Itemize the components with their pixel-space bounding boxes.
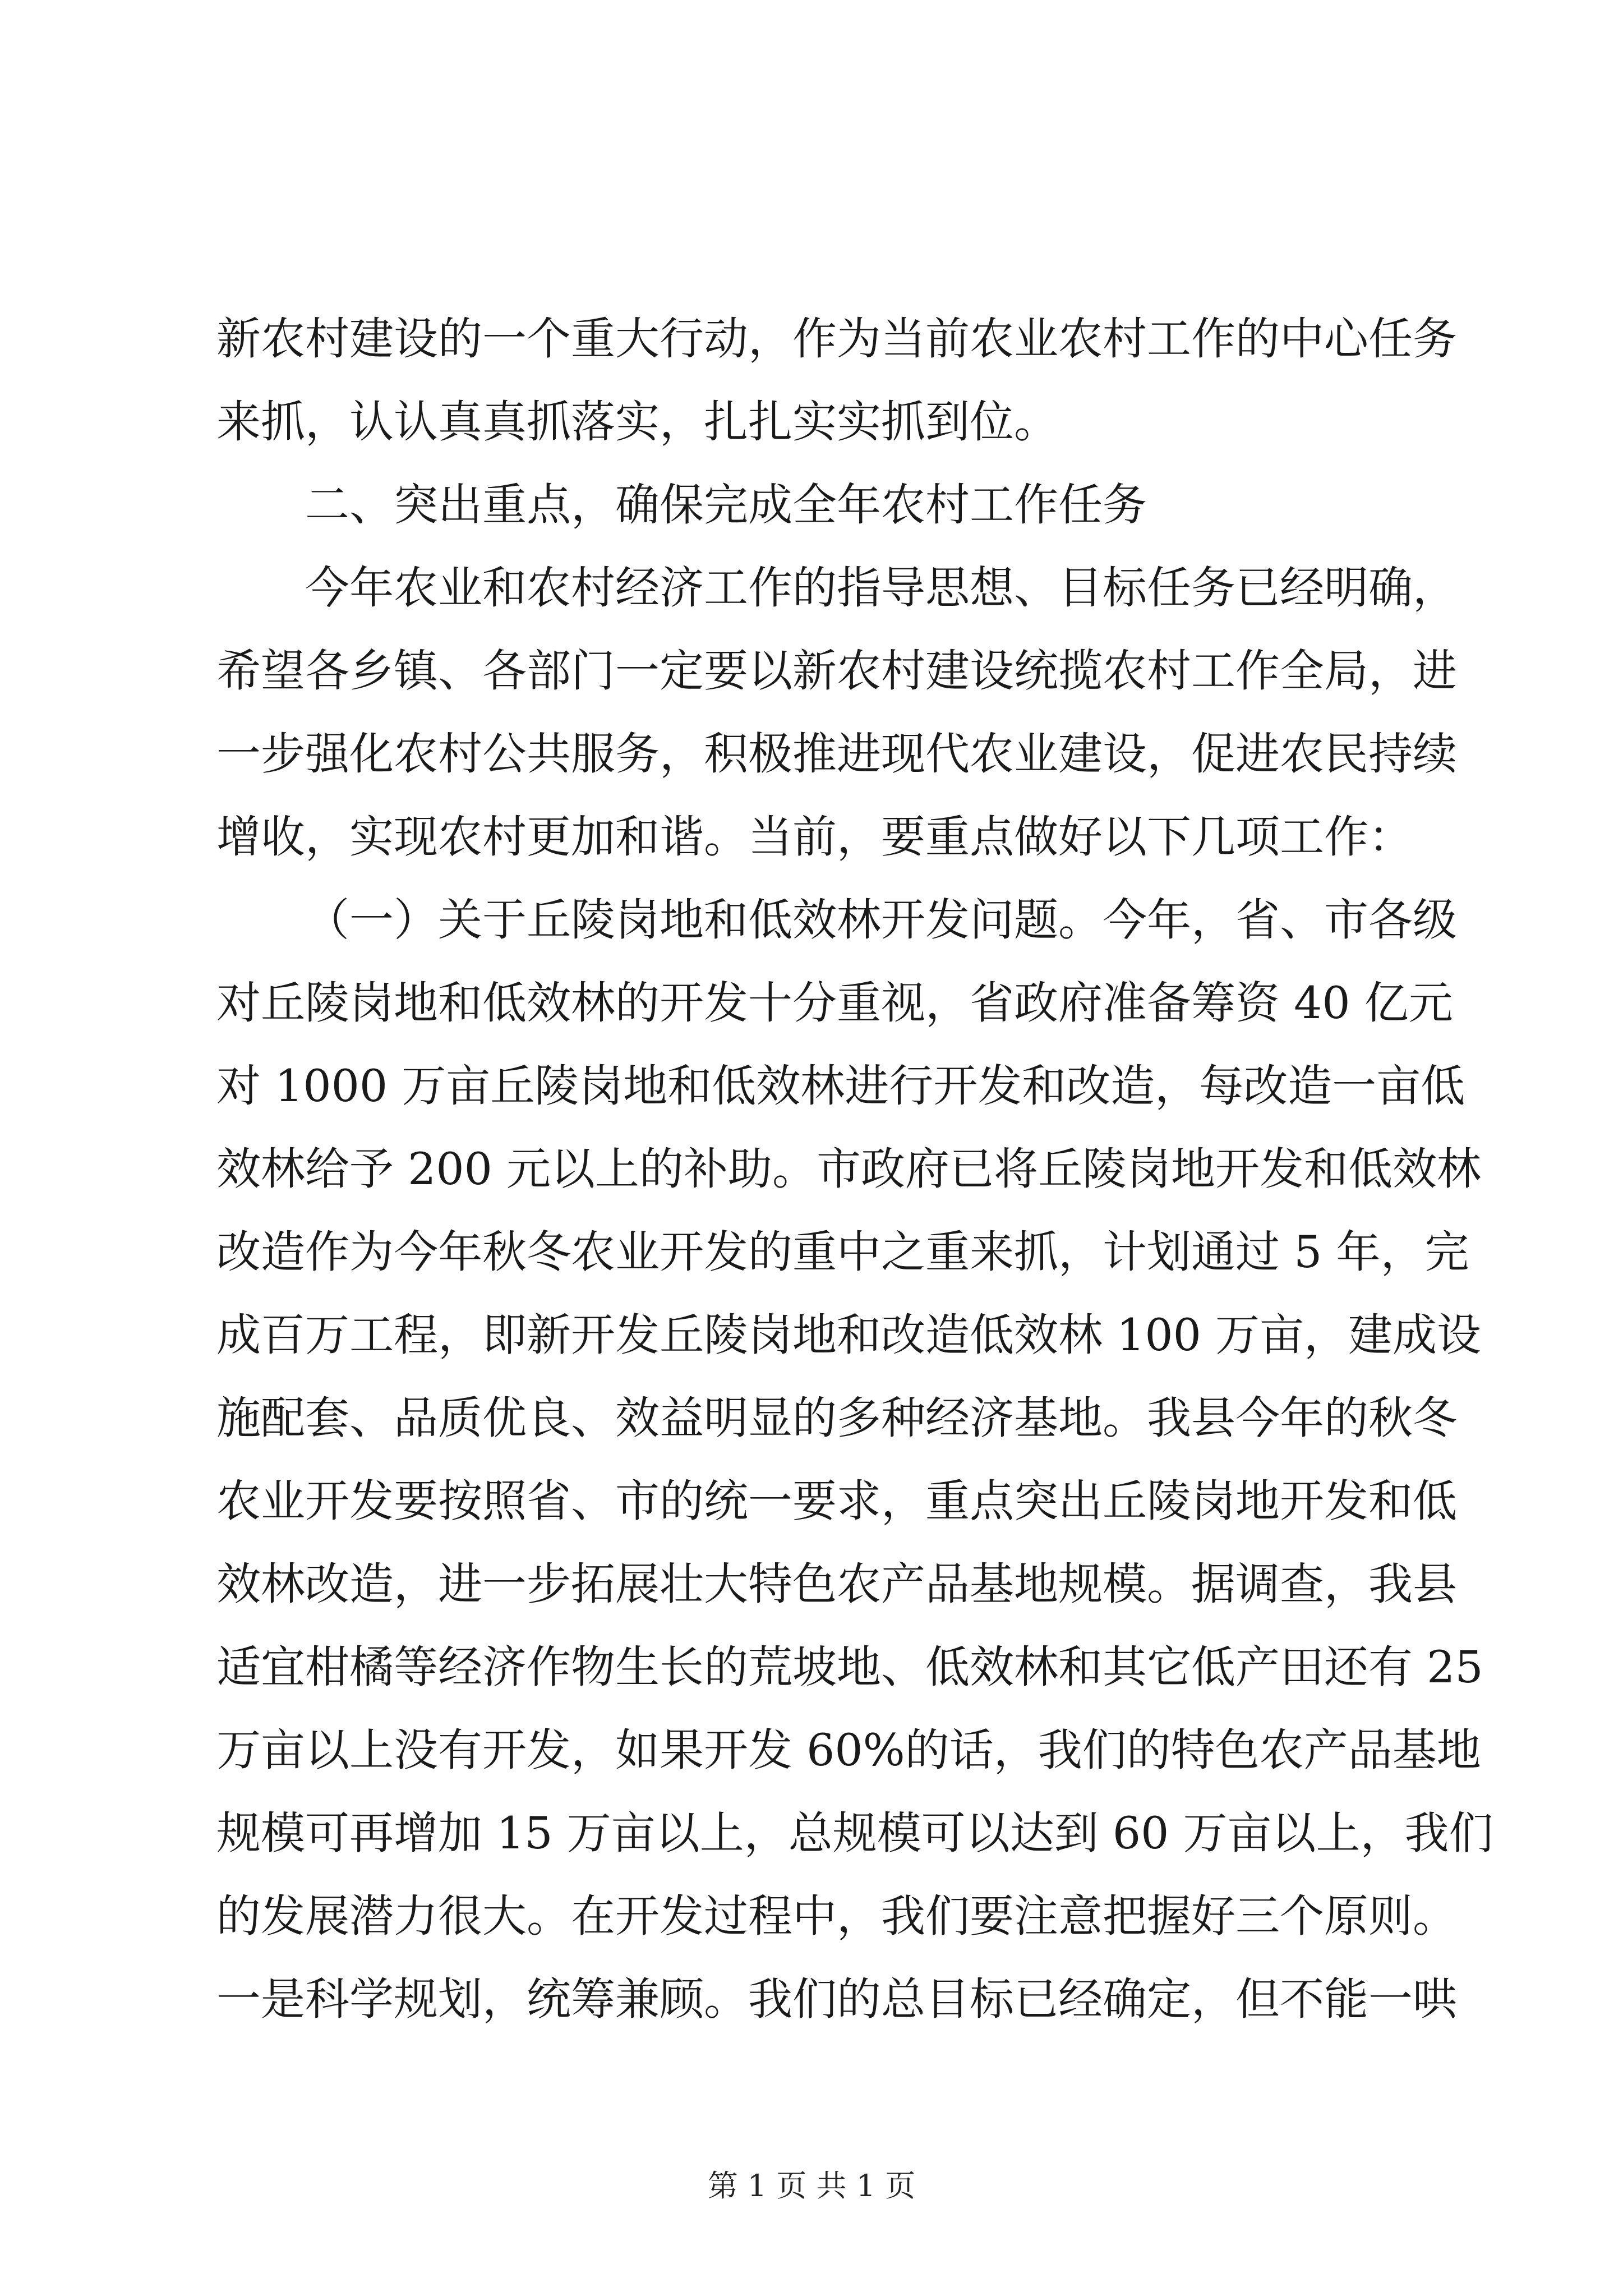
text-line: 适宜柑橘等经济作物生长的荒坡地、低效林和其它低产田还有 25 [216,1641,1483,1693]
text-line: 对丘陵岗地和低效林的开发十分重视，省政府准备筹资 40 亿元 [216,977,1453,1029]
text-line: 万亩以上没有开发，如果开发 60%的话，我们的特色农产品基地 [216,1724,1481,1776]
text-line: （一）关于丘陵岗地和低效林开发问题。今年，省、市各级 [305,894,1457,946]
text-line: 的发展潜力很大。在开发过程中，我们要注意把握好三个原则。 [216,1890,1457,1942]
section-heading: 二、突出重点，确保完成全年农村工作任务 [305,479,1147,531]
text-line: 今年农业和农村经济工作的指导思想、目标任务已经明确， [305,562,1457,614]
page-footer [0,2166,1623,2206]
text-line: 增收，实现农村更加和谐。当前，要重点做好以下几项工作： [216,811,1413,863]
text-line: 来抓，认认真真抓落实，扎扎实实抓到位。 [216,396,1058,448]
text-line: 效林改造，进一步拓展壮大特色农产品基地规模。据调查，我县 [216,1558,1457,1610]
text-line: 效林给予 200 元以上的补助。市政府已将丘陵岗地开发和低效林 [216,1143,1482,1195]
text-line: 成百万工程，即新开发丘陵岗地和改造低效林 100 万亩，建成设 [216,1309,1482,1361]
text-line: 规模可再增加 15 万亩以上，总规模可以达到 60 万亩以上，我们 [216,1807,1493,1859]
text-line: 改造作为今年秋冬农业开发的重中之重来抓，计划通过 5 年，完 [216,1226,1469,1278]
text-line: 农业开发要按照省、市的统一要求，重点突出丘陵岗地开发和低 [216,1475,1457,1527]
document-body [216,297,1493,2041]
text-line: 施配套、品质优良、效益明显的多种经济基地。我县今年的秋冬 [216,1392,1457,1444]
page-number: 第 1 页 共 1 页 [707,2168,916,2203]
text-line: 新农村建设的一个重大行动，作为当前农业农村工作的中心任务 [216,313,1457,365]
text-line: 一是科学规划，统筹兼顾。我们的总目标已经确定，但不能一哄 [216,1973,1457,2025]
text-line: 希望各乡镇、各部门一定要以新农村建设统揽农村工作全局，进 [216,645,1457,697]
text-line: 对 1000 万亩丘陵岗地和低效林进行开发和改造，每改造一亩低 [216,1060,1465,1112]
text-line: 一步强化农村公共服务，积极推进现代农业建设，促进农民持续 [216,728,1457,780]
